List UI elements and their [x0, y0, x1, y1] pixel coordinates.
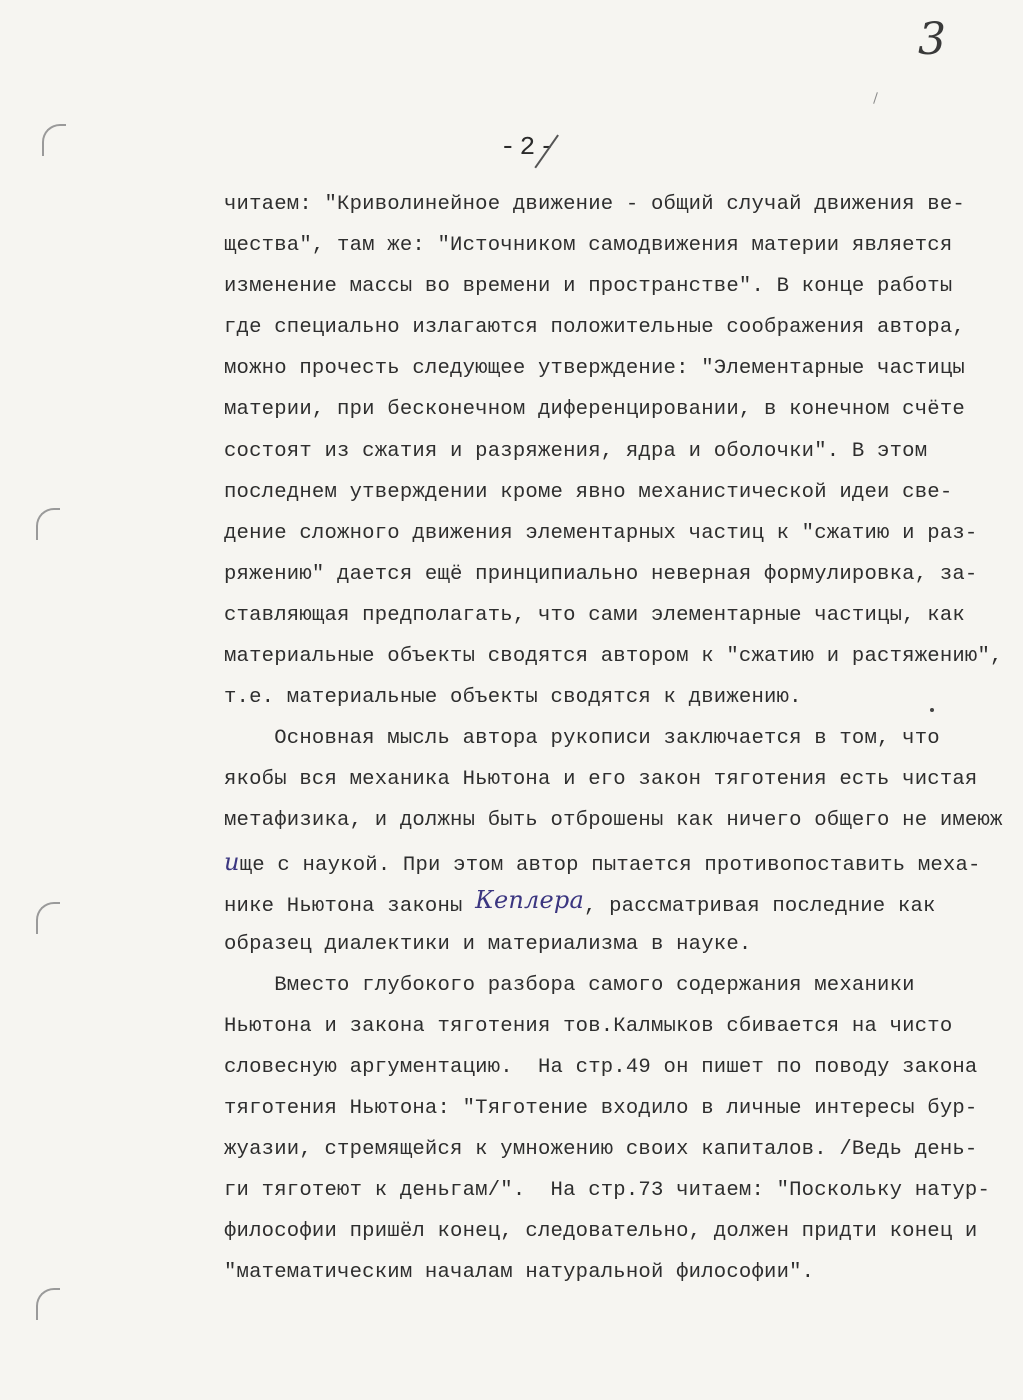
- text-line: словесную аргументацию. На стр.49 он пишет по поводу закона: [224, 1055, 978, 1079]
- pen-mark: [873, 92, 878, 104]
- handwritten-page-number: 3: [918, 14, 946, 65]
- typed-page-number: [500, 132, 559, 162]
- text-line: "математическим началам натуральной философии".: [224, 1261, 815, 1285]
- text-line: философии пришёл конец, следовательно, должен придти конец и: [224, 1220, 978, 1244]
- punch-hole-mark: [42, 124, 66, 156]
- text-line: т.е. материальные объекты сводятся к движению.: [224, 686, 802, 710]
- typed-page-number-text: -2-: [500, 132, 559, 162]
- text-line: Вместо глубокого разбора самого содержания механики: [224, 973, 915, 997]
- text-line: читаем: "Криволинейное движение - общий случай движения ве-: [224, 193, 965, 216]
- text-line: изменение массы во времени и пространстве". В конце работы: [224, 275, 953, 299]
- text-line-with-correction: [224, 842, 994, 883]
- text-line: где специально излагаются положительные соображения автора,: [224, 316, 965, 340]
- text-line: якобы вся механика Ньютона и его закон тяготения есть чистая: [224, 768, 978, 792]
- text-line-with-handwritten-word: [224, 883, 994, 924]
- text-line: ряжению" дается ещё принципиально неверная формулировка, за-: [224, 562, 978, 586]
- paragraph: [224, 965, 994, 1294]
- text-line: состоят из сжатия и разряжения, ядра и оболочки". В этом: [224, 439, 928, 463]
- text-line: материи, при бесконечном диференцировании, в конечном счёте: [224, 398, 965, 422]
- text-line: жуазии, стремящейся к умножению своих капиталов. /Ведь день-: [224, 1138, 978, 1162]
- handwritten-insertion-word: Кеплера: [475, 885, 584, 914]
- text-before: нике Ньютона законы: [224, 894, 476, 918]
- text-line: Ньютона и закона тяготения тов.Калмыков сбивается на чисто: [224, 1014, 953, 1038]
- paragraph: [224, 184, 1003, 718]
- text-line: можно прочесть следующее утверждение: "Элементарные частицы: [224, 357, 965, 381]
- text-line: метафизика, и должны быть отброшены как ничего общего не имеюж: [224, 809, 1003, 833]
- body-text: [224, 184, 1003, 1294]
- text-line: последнем утверждении кроме явно механистической идеи све-: [224, 480, 953, 504]
- handwritten-correction-letter: и: [224, 847, 240, 876]
- punch-hole-mark: [36, 902, 60, 934]
- text-line: Основная мысль автора рукописи заключается в том, что: [224, 727, 940, 751]
- text-line: ставляющая предполагать, что сами элементарные частицы, как: [224, 603, 965, 627]
- text-line: образец диалектики и материализма в науке.: [224, 932, 752, 956]
- text-line: ги тяготеют к деньгам/". На стр.73 читаем: "Поскольку натур-: [224, 1179, 991, 1203]
- text-line-rest: ще с наукой. При этом автор пытается противопоставить меха-: [239, 853, 981, 877]
- punch-hole-mark: [36, 1288, 60, 1320]
- paragraph: [224, 718, 1003, 965]
- punch-hole-mark: [36, 508, 60, 540]
- text-line: тяготения Ньютона: "Тяготение входило в личные интересы бур-: [224, 1097, 978, 1121]
- text-after: , рассматривая последние как: [583, 894, 936, 918]
- text-line: дение сложного движения элементарных частиц к "сжатию и раз-: [224, 521, 978, 545]
- text-line: щества", там же: "Источником самодвижения материи является: [224, 234, 953, 258]
- text-line: материальные объекты сводятся автором к "сжатию и растяжению",: [224, 645, 1003, 669]
